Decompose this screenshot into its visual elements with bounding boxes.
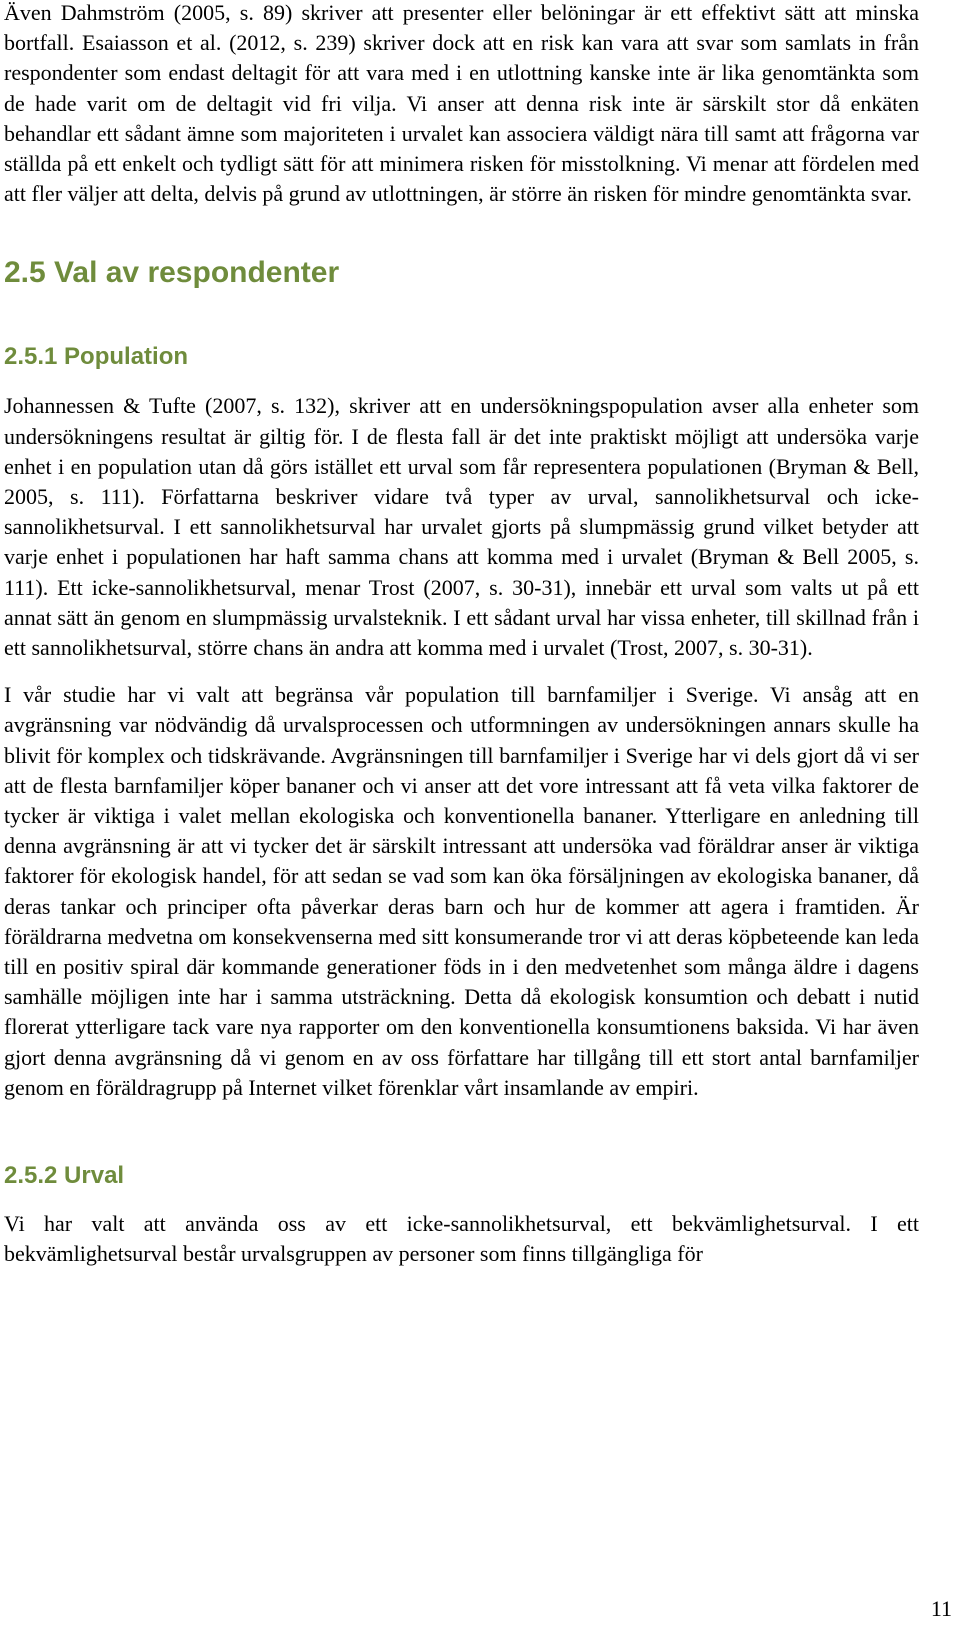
section-heading-val-av-respondenter: 2.5 Val av respondenter <box>4 256 340 290</box>
page-number: 11 <box>930 1596 952 1621</box>
population-paragraph-1: Johannessen & Tufte (2007, s. 132), skriver att en undersökningspopulation avser alla enheter som undersökningens resultat är giltig för. I de flesta fall är det inte praktiskt möjligt att undersöka varje enhet i en population utan då görs istället ett urval som får representera populationen (Bryman & Bell, 2005, s. 111). Författarna beskriver vidare två typer av urval, sannolikhetsurval och icke-sannolikhetsurval. I ett sannolikhetsurval har urvalet gjorts på slumpmässig grund vilket betyder att varje enhet i populationen har haft samma chans att komma med i urvalet (Bryman & Bell 2005, s. 111). Ett icke-sannolikhetsurval, menar Trost (2007, s. 30-31), innebär ett urval som valts ut på ett annat sätt än genom en slumpmässig urvalsteknik. I ett sådant urval har vissa enheter, till skillnad från i ett sannolikhetsurval, större chans än andra att komma med i urvalet (Trost, 2007, s. 30-31). <box>4 393 919 661</box>
subsection-heading-population: 2.5.1 Population <box>4 343 189 371</box>
document-page <box>4 0 919 1270</box>
subsection-heading-urval: 2.5.2 Urval <box>4 1162 125 1190</box>
urval-paragraph-1: Vi har valt att använda oss av ett icke-sannolikhetsurval, ett bekvämlighetsurval. I ett bekvämlighetsurval består urvalsgruppen av personer som finns tillgängliga för <box>4 1211 919 1267</box>
population-paragraph-2: I vår studie har vi valt att begränsa vår population till barnfamiljer i Sverige. Vi ansåg att en avgränsning var nödvändig då urvalsprocessen och utformningen av undersökningen annars skulle ha blivit för komplex och tidskrävande. Avgränsningen till barnfamiljer i Sverige har vi dels gjort då vi ser att de flesta barnfamiljer köper bananer och vi anser att det vore intressant att få veta vilka faktorer de tycker är viktiga i valet mellan ekologiska och konventionella bananer. Ytterligare en anledning till denna avgränsning är att vi tycker det är särskilt intressant att undersöka vad föräldrar anser är viktiga faktorer för ekologisk handel, för att sedan se vad som kan öka försäljningen av ekologiska bananer, då deras tankar och principer ofta påverkar deras barn och hur de kommer att agera i framtiden. Är föräldrarna medvetna om konsekvenserna med sitt konsumerande tror vi att deras köpbeteende kan leda till en positiv spiral där kommande generationer föds in i den medvetenhet som många äldre i dagens samhälle möjligen inte har i samma utsträckning. Detta då ekologisk konsumtion och debatt i nutid florerat ytterligare tack vare nya rapporter om den konventionella konsumtionens baksida. Vi har även gjort denna avgränsning då vi genom en av oss författare har tillgång till ett stort antal barnfamiljer genom en föräldragrupp på Internet vilket förenklar vårt insamlande av empiri. <box>4 682 919 1100</box>
intro-paragraph: Även Dahmström (2005, s. 89) skriver att presenter eller belöningar är ett effektivt sätt att minska bortfall. Esaiasson et al. (2012, s. 239) skriver dock att en risk kan vara att svar som samlats in från respondenter som endast deltagit för att vara med i en utlottning kanske inte är lika genomtänkta som de hade varit om de deltagit vid fri vilja. Vi anser att denna risk inte är särskilt stor då enkäten behandlar ett sådant ämne som majoriteten i urvalet kan associera väldigt nära till samt att frågorna var ställda på ett enkelt och tydligt sätt för att minimera risken för misstolkning. Vi menar att fördelen med att fler väljer att delta, delvis på grund av utlottningen, är större än risken för mindre genomtänkta svar. <box>4 0 919 207</box>
